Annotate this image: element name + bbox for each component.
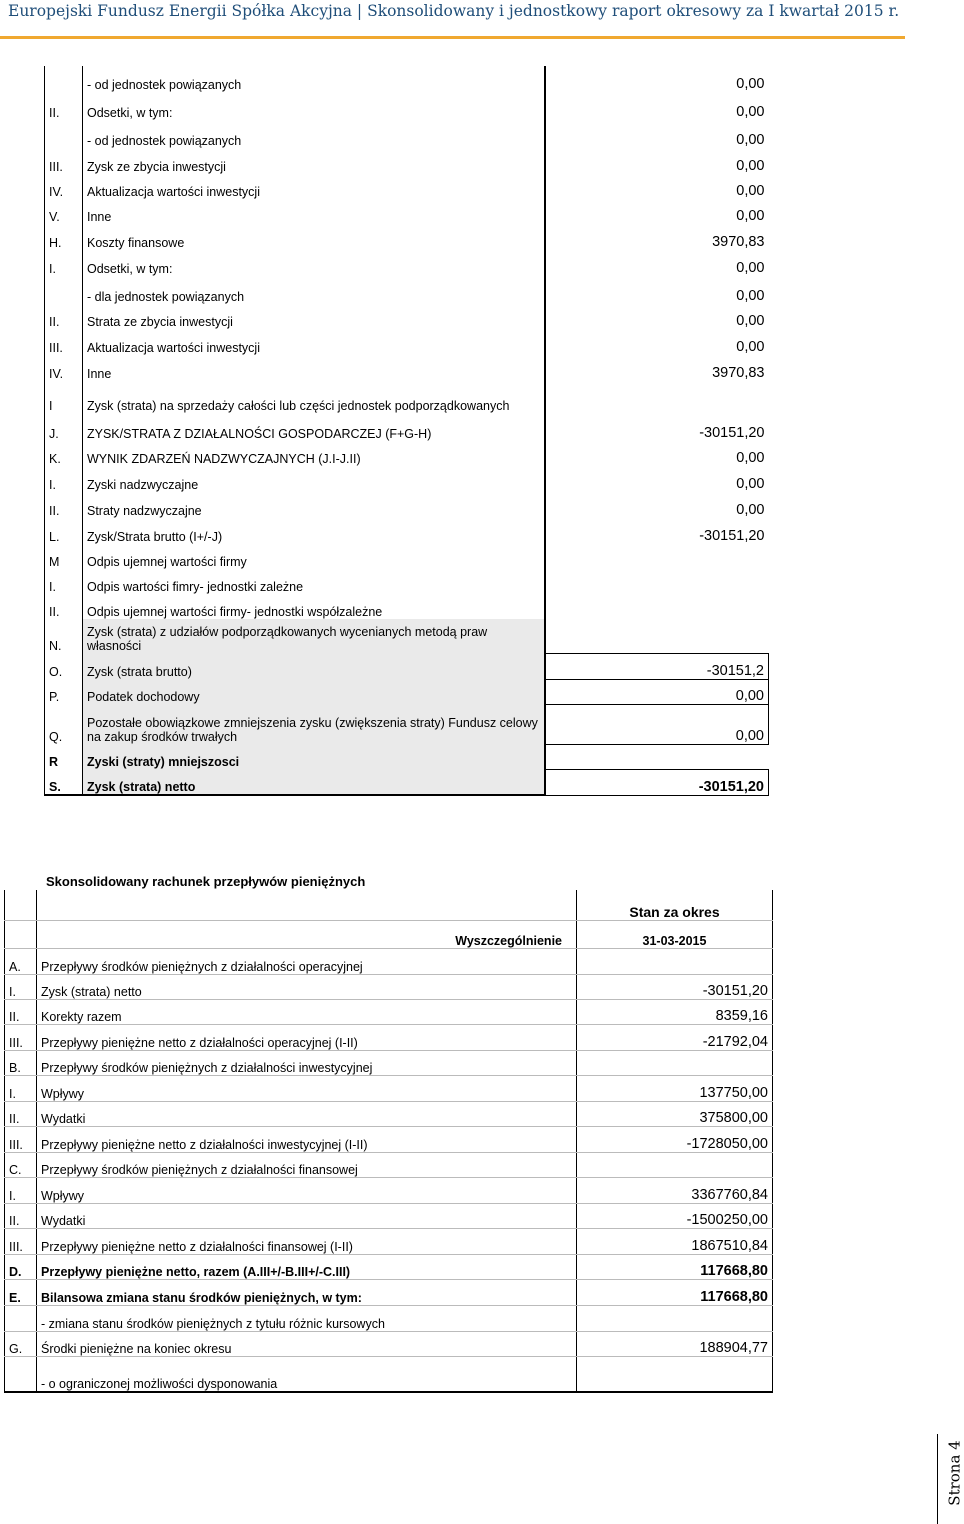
row-label: Zysk (strata brutto) bbox=[83, 653, 545, 679]
income-row bbox=[45, 381, 769, 413]
row-code: N. bbox=[45, 619, 83, 653]
cashflow-row bbox=[5, 1228, 773, 1254]
cashflow-row bbox=[5, 1075, 773, 1101]
row-label: Zyski (straty) mniejszosci bbox=[83, 744, 545, 769]
cashflow-row bbox=[5, 948, 773, 974]
cashflow-row bbox=[5, 1152, 773, 1177]
row-label: Przepływy pieniężne netto z działalności inwestycyjnej (I-II) bbox=[37, 1126, 577, 1152]
row-value: -30151,20 bbox=[699, 528, 765, 544]
row-value bbox=[577, 1050, 773, 1075]
row-label: Środki pieniężne na koniec okresu bbox=[37, 1331, 577, 1356]
row-label: Odpis ujemnej wartości firmy- jednostki współzależne bbox=[83, 594, 545, 619]
row-label: Przepływy środków pieniężnych z działalności inwestycyjnej bbox=[37, 1050, 577, 1075]
cashflow-header-blank bbox=[37, 890, 577, 920]
row-label: - zmiana stanu środków pieniężnych z tytułu różnic kursowych bbox=[37, 1305, 577, 1331]
row-code: III. bbox=[45, 148, 83, 174]
row-value: -30151,20 bbox=[577, 974, 773, 999]
row-code: II. bbox=[5, 1101, 37, 1126]
row-value: 0,00 bbox=[736, 476, 765, 492]
row-value: -30151,20 bbox=[545, 769, 769, 795]
cashflow-row bbox=[5, 1331, 773, 1356]
cashflow-row bbox=[5, 1177, 773, 1203]
income-row bbox=[45, 413, 769, 441]
income-row bbox=[45, 653, 769, 679]
row-value: 3970,83 bbox=[712, 365, 765, 381]
row-code: K. bbox=[45, 441, 83, 466]
cashflow-row bbox=[5, 1101, 773, 1126]
page-number bbox=[937, 1434, 964, 1524]
income-row bbox=[45, 518, 769, 544]
cashflow-table bbox=[4, 890, 773, 1393]
income-row bbox=[45, 441, 769, 466]
row-label: Zysk (strata) netto bbox=[83, 769, 545, 795]
income-row bbox=[45, 120, 769, 148]
cashflow-row bbox=[5, 1203, 773, 1228]
row-value: 0,00 bbox=[545, 704, 769, 744]
row-code bbox=[45, 120, 83, 148]
row-label: Przepływy pieniężne netto z działalności operacyjnej (I-II) bbox=[37, 1024, 577, 1050]
row-code: II. bbox=[45, 92, 83, 120]
row-code bbox=[45, 66, 83, 92]
cashflow-header-code-cell bbox=[5, 890, 37, 920]
cashflow-row bbox=[5, 1024, 773, 1050]
row-label: Bilansowa zmiana stanu środków pieniężnych, w tym: bbox=[37, 1279, 577, 1305]
row-code: IV. bbox=[45, 174, 83, 199]
row-label: Inne bbox=[83, 199, 545, 224]
income-row bbox=[45, 224, 769, 250]
row-value: 0,00 bbox=[736, 313, 765, 329]
row-code: I. bbox=[5, 1075, 37, 1101]
row-label: Strata ze zbycia inwestycji bbox=[83, 304, 545, 329]
row-label: Wpływy bbox=[37, 1177, 577, 1203]
row-value: 0,00 bbox=[736, 208, 765, 224]
income-row bbox=[45, 769, 769, 795]
row-code: III. bbox=[5, 1024, 37, 1050]
row-code: I. bbox=[45, 250, 83, 276]
header-rule bbox=[0, 36, 905, 39]
cashflow-title: Skonsolidowany rachunek przepływów pieniężnych bbox=[46, 874, 366, 889]
row-code bbox=[45, 276, 83, 304]
row-label: Przepływy środków pieniężnych z działalności operacyjnej bbox=[37, 948, 577, 974]
row-label: Straty nadzwyczajne bbox=[83, 492, 545, 518]
cashflow-row bbox=[5, 1254, 773, 1279]
row-value bbox=[577, 948, 773, 974]
income-row bbox=[45, 594, 769, 619]
row-code: D. bbox=[5, 1254, 37, 1279]
row-code: II. bbox=[5, 1203, 37, 1228]
cashflow-row bbox=[5, 1050, 773, 1075]
row-label: Aktualizacja wartości inwestycji bbox=[83, 174, 545, 199]
income-row bbox=[45, 544, 769, 569]
row-label: Wpływy bbox=[37, 1075, 577, 1101]
row-code: I. bbox=[45, 466, 83, 492]
row-value: -30151,20 bbox=[699, 425, 765, 441]
row-code: V. bbox=[45, 199, 83, 224]
row-label: - o ograniczonej możliwości dysponowania bbox=[37, 1356, 577, 1392]
row-value: 8359,16 bbox=[577, 999, 773, 1024]
income-row bbox=[45, 744, 769, 769]
income-row bbox=[45, 276, 769, 304]
row-label: - od jednostek powiązanych bbox=[83, 120, 545, 148]
row-code: II. bbox=[5, 999, 37, 1024]
row-value: 117668,80 bbox=[577, 1254, 773, 1279]
period-header: Stan za okres bbox=[577, 890, 773, 920]
row-value: 0,00 bbox=[736, 502, 765, 518]
income-row bbox=[45, 569, 769, 594]
row-value bbox=[545, 544, 769, 569]
row-label: Odpis wartości fimry- jednostki zależne bbox=[83, 569, 545, 594]
row-label: Wydatki bbox=[37, 1203, 577, 1228]
row-label: Inne bbox=[83, 355, 545, 381]
row-code: I. bbox=[5, 974, 37, 999]
row-code: C. bbox=[5, 1152, 37, 1177]
row-code: I. bbox=[5, 1177, 37, 1203]
row-code: III. bbox=[45, 329, 83, 355]
row-code: G. bbox=[5, 1331, 37, 1356]
row-value: 0,00 bbox=[736, 158, 765, 174]
row-code: A. bbox=[5, 948, 37, 974]
row-value bbox=[577, 1356, 773, 1392]
row-value: 117668,80 bbox=[577, 1279, 773, 1305]
row-label: Przepływy pieniężne netto z działalności finansowej (I-II) bbox=[37, 1228, 577, 1254]
row-value: 0,00 bbox=[736, 339, 765, 355]
row-value bbox=[545, 744, 769, 769]
row-label: Odsetki, w tym: bbox=[83, 92, 545, 120]
row-label: Pozostałe obowiązkowe zmniejszenia zysku (zwiększenia straty) Fundusz celowy na zakup środków trwałych bbox=[83, 704, 545, 744]
page-number-label: Strona 4 bbox=[945, 1440, 964, 1506]
row-value: -30151,2 bbox=[545, 653, 769, 679]
income-row bbox=[45, 619, 769, 653]
row-label: Wydatki bbox=[37, 1101, 577, 1126]
row-label: WYNIK ZDARZEŃ NADZWYCZAJNYCH (J.I-J.II) bbox=[83, 441, 545, 466]
cashflow-row bbox=[5, 974, 773, 999]
row-label: Zyski nadzwyczajne bbox=[83, 466, 545, 492]
row-value: 0,00 bbox=[736, 183, 765, 199]
row-code: Q. bbox=[45, 704, 83, 744]
cashflow-row bbox=[5, 1279, 773, 1305]
row-label: Przepływy środków pieniężnych z działalności finansowej bbox=[37, 1152, 577, 1177]
row-code: II. bbox=[45, 594, 83, 619]
cashflow-header-code-cell bbox=[5, 920, 37, 948]
row-label: Aktualizacja wartości inwestycji bbox=[83, 329, 545, 355]
row-value: 0,00 bbox=[736, 450, 765, 466]
row-code: R bbox=[45, 744, 83, 769]
page-header-title: Europejski Fundusz Energii Spółka Akcyjna | Skonsolidowany i jednostkowy raport okresowy za I kwartał 2015 r. bbox=[8, 2, 900, 20]
row-value: 375800,00 bbox=[577, 1101, 773, 1126]
row-code: I. bbox=[45, 569, 83, 594]
row-label: Przepływy pieniężne netto, razem (A.III+/-B.III+/-C.III) bbox=[37, 1254, 577, 1279]
period-date: 31-03-2015 bbox=[577, 920, 773, 948]
row-code: III. bbox=[5, 1126, 37, 1152]
row-value: 0,00 bbox=[736, 104, 765, 120]
row-value bbox=[577, 1305, 773, 1331]
row-value: -1500250,00 bbox=[577, 1203, 773, 1228]
row-value: 3367760,84 bbox=[577, 1177, 773, 1203]
row-label: Podatek dochodowy bbox=[83, 679, 545, 704]
income-row bbox=[45, 199, 769, 224]
row-label: Zysk/Strata brutto (I+/-J) bbox=[83, 518, 545, 544]
row-code bbox=[5, 1356, 37, 1392]
income-row bbox=[45, 174, 769, 199]
income-statement-table bbox=[44, 66, 769, 796]
row-code bbox=[5, 1305, 37, 1331]
row-value: 3970,83 bbox=[712, 234, 765, 250]
income-row bbox=[45, 492, 769, 518]
cashflow-row bbox=[5, 1305, 773, 1331]
row-label: Zysk (strata) na sprzedaży całości lub części jednostek podporządkowanych bbox=[83, 381, 545, 413]
row-code: M bbox=[45, 544, 83, 569]
row-label: - od jednostek powiązanych bbox=[83, 66, 545, 92]
cashflow-row bbox=[5, 1356, 773, 1392]
row-value bbox=[545, 594, 769, 619]
income-row bbox=[45, 148, 769, 174]
row-code: III. bbox=[5, 1228, 37, 1254]
row-label: Odpis ujemnej wartości firmy bbox=[83, 544, 545, 569]
row-code: P. bbox=[45, 679, 83, 704]
row-label: Korekty razem bbox=[37, 999, 577, 1024]
row-label: Zysk (strata) netto bbox=[37, 974, 577, 999]
row-value: 0,00 bbox=[736, 76, 765, 92]
row-code: H. bbox=[45, 224, 83, 250]
row-value: 0,00 bbox=[736, 260, 765, 276]
row-code: S. bbox=[45, 769, 83, 795]
row-code: L. bbox=[45, 518, 83, 544]
row-label: - dla jednostek powiązanych bbox=[83, 276, 545, 304]
row-value: 0,00 bbox=[736, 132, 765, 148]
income-row bbox=[45, 304, 769, 329]
row-code: E. bbox=[5, 1279, 37, 1305]
row-value bbox=[545, 381, 769, 413]
income-row bbox=[45, 704, 769, 744]
cashflow-row bbox=[5, 999, 773, 1024]
row-code: O. bbox=[45, 653, 83, 679]
row-code: B. bbox=[5, 1050, 37, 1075]
row-label: Koszty finansowe bbox=[83, 224, 545, 250]
income-row bbox=[45, 92, 769, 120]
row-label: ZYSK/STRATA Z DZIAŁALNOŚCI GOSPODARCZEJ (F+G-H) bbox=[83, 413, 545, 441]
row-label: Odsetki, w tym: bbox=[83, 250, 545, 276]
row-value: 188904,77 bbox=[577, 1331, 773, 1356]
row-code: II. bbox=[45, 492, 83, 518]
row-label: Zysk (strata) z udziałów podporządkowanych wycenianych metodą praw własności bbox=[83, 619, 545, 653]
row-code: I bbox=[45, 381, 83, 413]
row-value: -21792,04 bbox=[577, 1024, 773, 1050]
row-code: J. bbox=[45, 413, 83, 441]
income-row bbox=[45, 329, 769, 355]
row-value bbox=[545, 619, 769, 653]
cashflow-row bbox=[5, 1126, 773, 1152]
row-value: 137750,00 bbox=[577, 1075, 773, 1101]
row-value bbox=[545, 569, 769, 594]
row-value: 0,00 bbox=[545, 679, 769, 704]
row-value: 1867510,84 bbox=[577, 1228, 773, 1254]
row-label: Zysk ze zbycia inwestycji bbox=[83, 148, 545, 174]
income-row bbox=[45, 250, 769, 276]
income-row bbox=[45, 466, 769, 492]
income-row bbox=[45, 679, 769, 704]
row-value: -1728050,00 bbox=[577, 1126, 773, 1152]
column-header-description: Wyszczególnienie bbox=[37, 920, 577, 948]
income-row bbox=[45, 355, 769, 381]
row-code: II. bbox=[45, 304, 83, 329]
row-value bbox=[577, 1152, 773, 1177]
row-value: 0,00 bbox=[736, 288, 765, 304]
income-row bbox=[45, 66, 769, 92]
row-code: IV. bbox=[45, 355, 83, 381]
